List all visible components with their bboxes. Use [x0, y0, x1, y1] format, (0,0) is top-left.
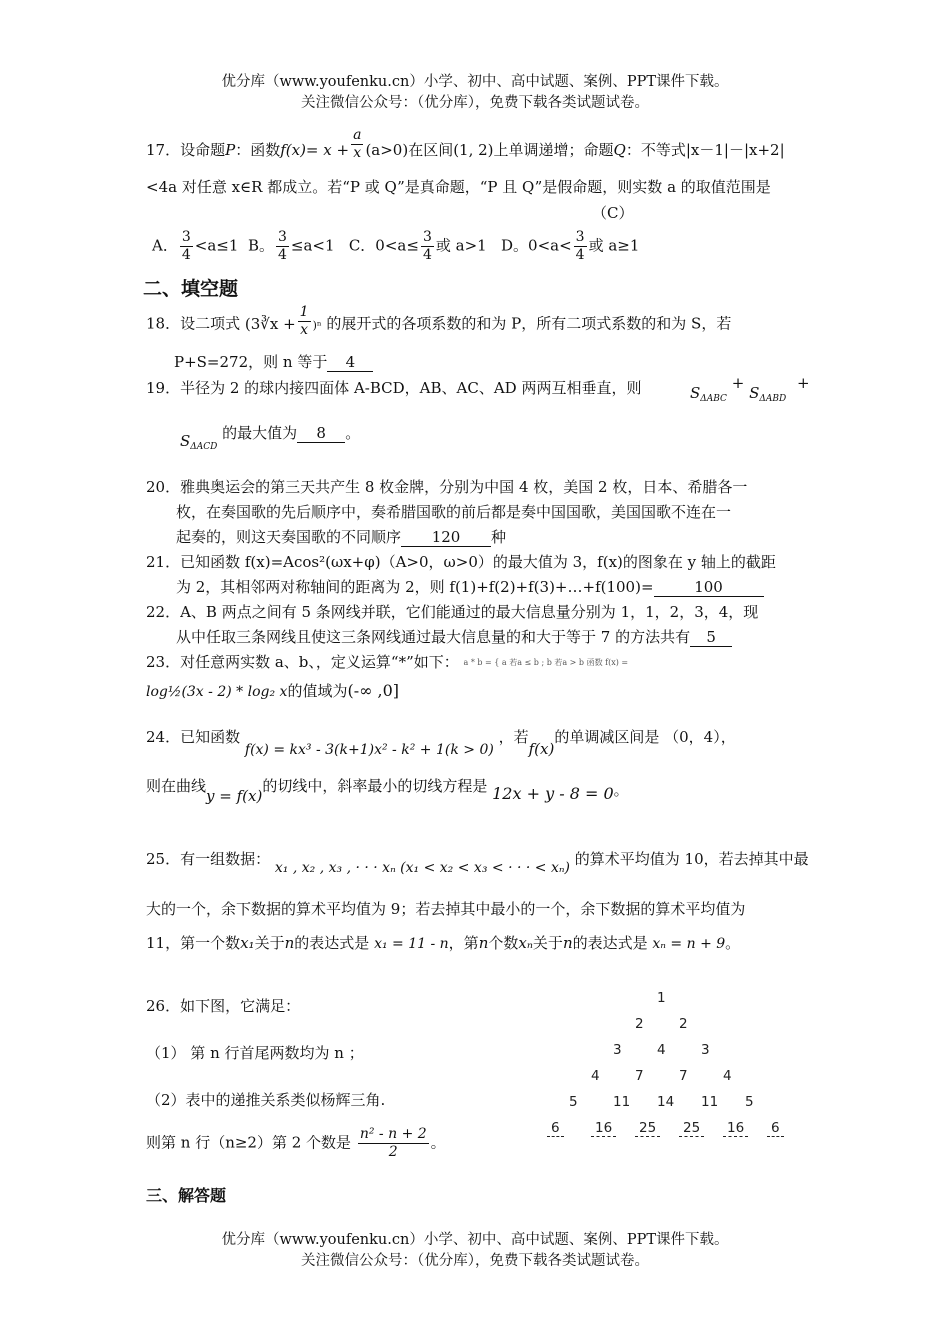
- triangle-cell: 5: [569, 1094, 578, 1110]
- question-20-line-2: 枚，在奏国歌的先后顺序中，奏希腊国歌的前后都是奏中国国歌，美国国歌不连在一: [176, 503, 732, 521]
- header-line-2: 关注微信公众号：（优分库），免费下载各类试题试卷。: [301, 95, 649, 111]
- triangle-cell: 6: [767, 1120, 784, 1137]
- triangle-cell: 3: [613, 1042, 622, 1058]
- answer-18: 4: [327, 353, 373, 372]
- answer-26: $\frac{\text{n² - n + 2}}{2}$: [359, 1126, 427, 1160]
- triangle-cell: 11: [613, 1094, 631, 1110]
- question-26-line-1: 26．如下图，它满足：: [146, 997, 301, 1015]
- question-25-line-1: 25．有一组数据： x₁ , x₂ , x₃ , · · · xₙ (x₁ < x₂ < x₃ < · · · < xₙ) 的算术平均值为 10，若去掉其中最: [146, 850, 809, 876]
- question-17-answer: （C）: [592, 204, 634, 222]
- triangle-cell: 11: [701, 1094, 719, 1110]
- question-24-line-1: 24．已知函数 f(x) = kx³ - 3(k+1)x² - k² + 1(k > 0) ，若f(x)的单调减区间是 （0，4），: [146, 728, 736, 758]
- log-expression: log½(3x - 2) * log₂ x: [146, 684, 288, 700]
- binomial-expression: (3∛x + $\frac{1}{x}$ )ⁿ: [244, 304, 322, 338]
- question-19-line-2: $S_{\Delta ACD}$ 的最大值为 8 。: [180, 424, 361, 452]
- triangle-cell: 7: [635, 1068, 644, 1084]
- question-22-line-1: 22．A、B 两点之间有 5 条网线并联，它们能通过的最大信息量分别为 1，1，2，3，4，现: [146, 603, 759, 621]
- question-19-line-1: 19．半径为 2 的球内接四面体 A-BCD，AB、AC、AD 两两互相垂直，则: [146, 379, 642, 397]
- answer-20: 120: [401, 528, 491, 547]
- question-20-line-1: 20．雅典奥运会的第三天共产生 8 枚金牌，分别为中国 4 枚，美国 2 枚，日本、希腊各一: [146, 478, 748, 496]
- question-17-line-2: <4a 对任意 x∈R 都成立。若“P 或 Q”是真命题，“P 且 Q”是假命题，则实数 a 的取值范围是: [146, 178, 771, 196]
- question-25-line-3: 11，第一个数x₁关于n的表达式是 x₁ = 11 - n，第n个数xₙ关于n的表达式是 xₙ = n + 9。: [146, 934, 741, 952]
- triangle-cell: 4: [657, 1042, 666, 1058]
- triangle-cell: 16: [723, 1120, 748, 1137]
- question-17-options: A． $\frac{3}{4}$ <a≤1 B。 $\frac{3}{4}$ ≤a<1 C．0<a≤ $\frac{3}{4}$ 或 a>1 D。0<a< $\frac{3}{4}$ 或 a≥1: [152, 229, 640, 263]
- answer-25-first: x₁ = 11 - n: [374, 936, 449, 952]
- triangle-cell: 25: [635, 1120, 660, 1137]
- answer-19: 8: [297, 424, 345, 443]
- triangle-cell: 16: [591, 1120, 616, 1137]
- question-24-line-2: 则在曲线y = f(x)的切线中，斜率最小的切线方程是 12x + y - 8 = 0。: [146, 777, 629, 805]
- question-22-line-2: 从中任取三条网线且使这三条网线通过最大信息量的和大于等于 7 的方法共有 5: [176, 626, 732, 647]
- data-sequence: x₁ , x₂ , x₃ , · · · xₙ (x₁ < x₂ < x₃ < · · · < xₙ): [274, 860, 570, 876]
- footer-line-2: 关注微信公众号：（优分库），免费下载各类试题试卷。: [301, 1253, 649, 1269]
- triangle-cell: 25: [679, 1120, 704, 1137]
- triangle-cell: 4: [723, 1068, 732, 1084]
- question-18-line-2: P+S=272，则 n 等于 4: [174, 351, 373, 372]
- question-17-line-1: 17．设命题P：函数f(x)= x + $\frac{a}{x}$ (a>0)在区间(1, 2)上单调递增；命题Q：不等式|x－1|－|x+2|: [146, 126, 785, 161]
- question-20-line-3: 起奏的，则这天奏国歌的不同顺序 120 种: [176, 528, 507, 546]
- triangle-cell: 3: [701, 1042, 710, 1058]
- area-sum-expression: $S_{\Delta ABC} + S_{\Delta ABD}$ +: [690, 374, 810, 404]
- question-18-line-1: 18．设二项式 (3∛x + $\frac{1}{x}$ )ⁿ 的展开式的各项系数的和为 P，所有二项式系数的和为 S，若: [146, 304, 732, 338]
- answer-23: (-∞ ,0]: [347, 681, 400, 700]
- triangle-cell: 2: [635, 1016, 644, 1032]
- triangle-cell: 14: [657, 1094, 675, 1110]
- answer-22: 5: [690, 628, 732, 647]
- function-expression: f(x) = kx³ - 3(k+1)x² - k² + 1(k > 0): [244, 742, 494, 758]
- triangle-cell: 4: [591, 1068, 600, 1084]
- question-23-line-2: log½(3x - 2) * log₂ x的值域为(-∞ ,0]: [146, 681, 400, 700]
- fraction-a-over-x: $\frac{a}{x}$: [353, 126, 362, 161]
- question-25-line-2: 大的一个，余下数据的算术平均值为 9；若去掉其中最小的一个，余下数据的算术平均值为: [146, 900, 746, 918]
- question-21-line-1: 21．已知函数 f(x)=Acos²(ωx+φ)（A>0，ω>0）的最大值为 3，f(x)的图象在 y 轴上的截距: [146, 553, 776, 571]
- question-26-condition-2: （2）表中的递推关系类似杨辉三角.: [146, 1091, 386, 1109]
- question-26-line-4: 则第 n 行（n≥2）第 2 个数是 $\frac{\text{n² - n + 2}}{2}$ 。: [146, 1126, 446, 1160]
- question-21-line-2: 为 2，其相邻两对称轴间的距离为 2，则 f(1)+f(2)+f(3)+…+f(100)= 100: [176, 576, 764, 597]
- triangle-cell: 5: [745, 1094, 754, 1110]
- triangle-cell: 6: [547, 1120, 564, 1137]
- triangle-cell: 1: [657, 990, 666, 1006]
- answer-24: 12x + y - 8 = 0: [492, 784, 614, 803]
- number-triangle-figure: [540, 990, 790, 1150]
- footer-line-1: 优分库（www.youfenku.cn）小学、初中、高中试题、案例、PPT课件下载。: [221, 1232, 729, 1248]
- section-3-title: 三、解答题: [146, 1186, 227, 1205]
- triangle-cell: 2: [679, 1016, 688, 1032]
- triangle-cell: 7: [679, 1068, 688, 1084]
- question-26-condition-1: （1） 第 n 行首尾两数均为 n ；: [146, 1044, 364, 1062]
- section-2-title: 二、填空题: [143, 278, 239, 300]
- operation-definition: a * b = { a 若a ≤ b ; b 若a > b 函数 f(x) =: [463, 658, 629, 667]
- question-23-line-1: 23．对任意两实数 a、b、，定义运算“*”如下： a * b = { a 若a ≤ b ; b 若a > b 函数 f(x) =: [146, 653, 629, 671]
- answer-21: 100: [654, 578, 764, 597]
- header-line-1: 优分库（www.youfenku.cn）小学、初中、高中试题、案例、PPT课件下载。: [221, 74, 729, 90]
- answer-25-nth: xₙ = n + 9: [652, 936, 726, 952]
